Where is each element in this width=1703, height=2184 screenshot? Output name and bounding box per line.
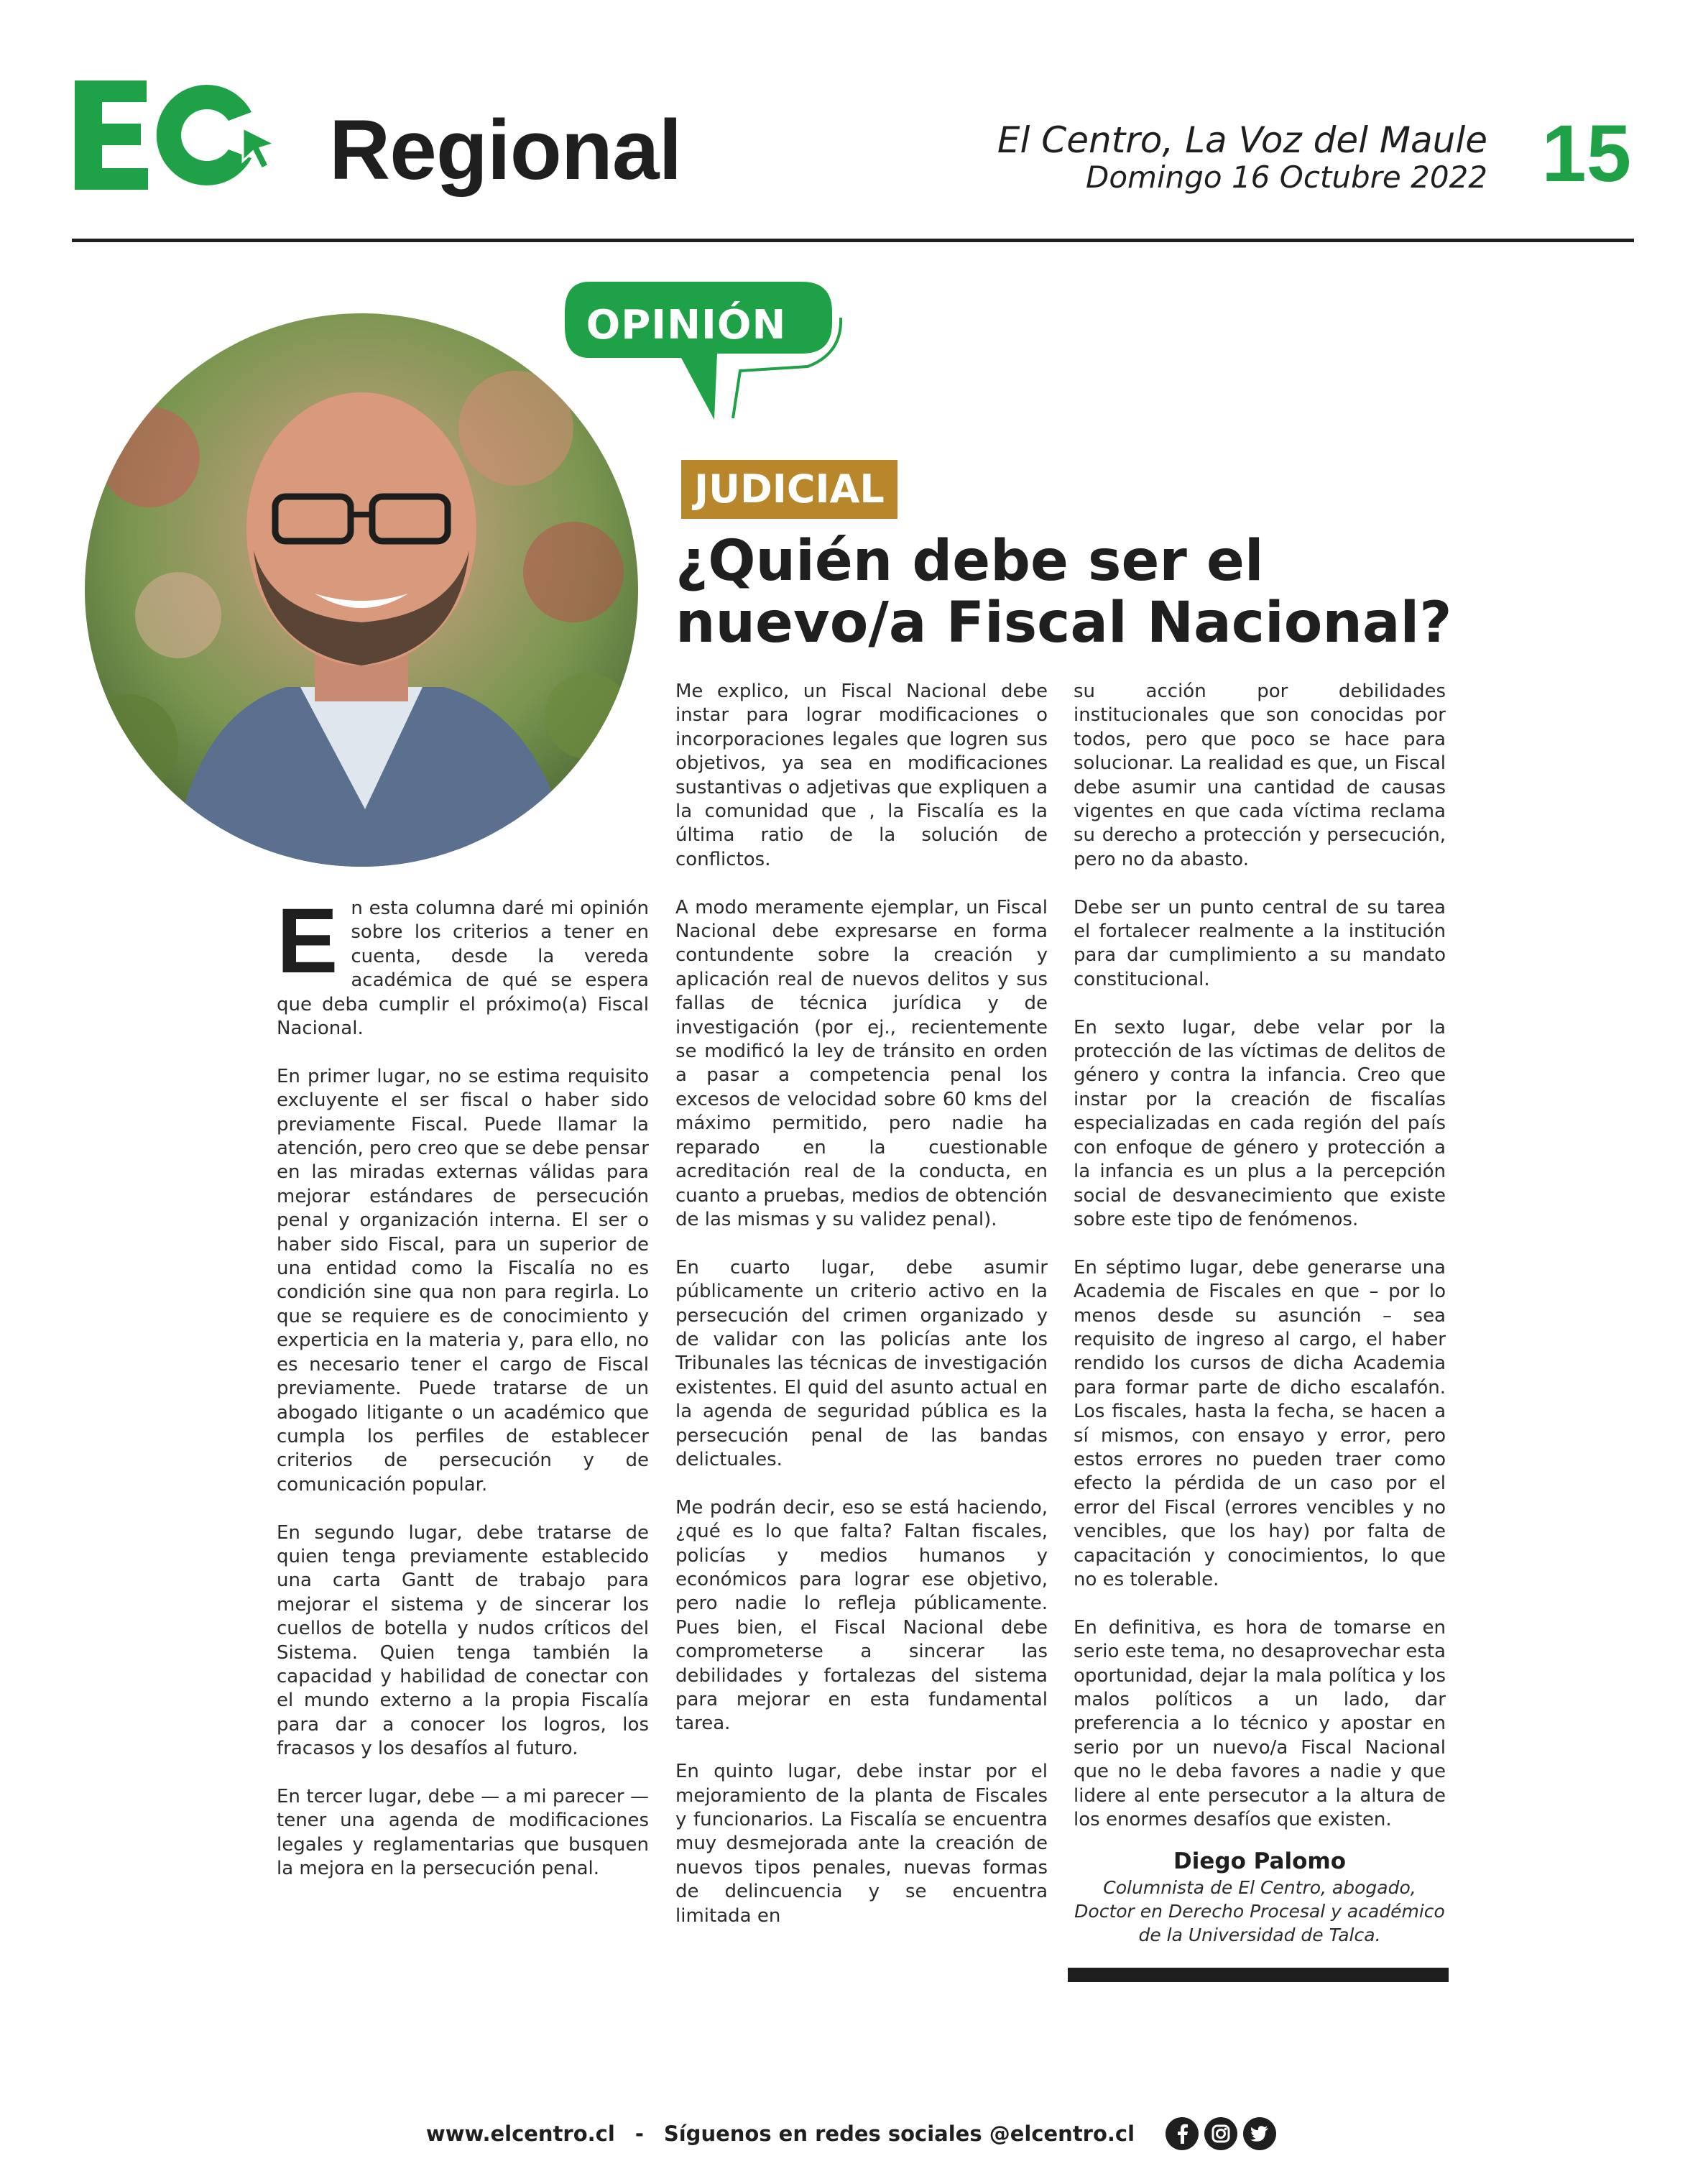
paragraph: En quinto lugar, debe instar por el mejoramiento de la planta de Fiscales y funcionarios. La Fiscalía se encuentra muy desmejorada ante la creación de nuevos tipos penales, nuevas formas de delincuencia y se encuentra limitada en	[675, 1761, 1048, 1927]
paragraph: A modo meramente ejemplar, un Fiscal Nacional debe expresarse en forma contundente sobre la creación y aplicación real de nuevos delitos y sus fallas de técnica jurídica y de investigación (por ej., recientemente se modificó la ley de tránsito en orden a pasar a competencia penal los excesos de velocidad sobre 60 kms del máximo permitido, pero nadie ha reparado en la cuestionable acreditación real de la conducta, en cuanto a pruebas, medios de obtención de las mismas y su validez penal).	[675, 896, 1048, 1230]
footer-separator: -	[634, 2121, 644, 2146]
opinion-label: OPINIÓN	[586, 302, 787, 349]
author-role-line: de la Universidad de Talca.	[1138, 1925, 1381, 1945]
author-portrait	[85, 313, 638, 867]
paragraph: En primer lugar, no se estima requisito excluyente el ser fiscal o haber sido previamente Fiscal. Puede llamar la atención, pero creo que se debe pensar en las miradas externas válidas para mejorar estándares de persecución penal y organización interna. El ser o haber sido Fiscal, para un superior de una entidad como la Fiscalía no es condición sine qua non para regirla. Lo que se requiere es de conocimiento y experticia en la materia y, para ello, no es necesario tener el cargo de Fiscal previamente. Puede tratarse de un abogado litigante o un académico que cumpla los perfiles de establecer criterios de persecución y de comunicación popular.	[277, 1065, 649, 1496]
author-signature	[1074, 1847, 1446, 1947]
article-headline	[675, 530, 1610, 654]
author-role-line: Columnista de El Centro, abogado,	[1103, 1877, 1416, 1898]
author-name: Diego Palomo	[1173, 1848, 1346, 1874]
signature-bar	[1068, 1968, 1449, 1982]
twitter-icon[interactable]	[1242, 2116, 1277, 2151]
facebook-icon[interactable]	[1165, 2116, 1199, 2151]
instagram-icon[interactable]	[1204, 2116, 1238, 2151]
paragraph: En sexto lugar, debe velar por la protección de las víctimas de delitos de género y contra la infancia. Creo que instar por la creación de fiscalías especializadas en cada región del país con enfoque de género y protección a la infancia es un plus a la percepción social de desvanecimiento que existe sobre este tipo de fenómenos.	[1074, 1016, 1446, 1230]
paragraph: Me explico, un Fiscal Nacional debe instar para lograr modificaciones o incorporaciones legales que logren sus objetivos, ya sea en modificaciones sustantivas o adjetivas que expliquen a la comunidad que , la Fiscalía es la última ratio de la solución de conflictos.	[675, 681, 1048, 870]
headline-line-1: ¿Quién debe ser el	[675, 529, 1264, 594]
header-divider	[72, 239, 1634, 242]
section-title: Regional	[329, 103, 682, 198]
paragraph: En esta columna daré mi opinión sobre los criterios a tener en cuenta, desde la vereda académica de qué se espera que deba cumplir el próximo(a) Fiscal Nacional.	[277, 890, 649, 1040]
newspaper-name: El Centro, La Voz del Maule	[997, 119, 1487, 161]
paragraph: su acción por debilidades institucionales que son conocidas por todos, pero que poco se hace para solucionar. La realidad es que, un Fiscal debe asumir una cantidad de causas vigentes en que cada víctima reclama su derecho a protección y persecución, pero no da abasto.	[1074, 681, 1446, 870]
paragraph: En definitiva, es hora de tomarse en serio este tema, no desaprovechar esta oportunidad, dejar la mala política y los malos políticos a un lado, dar preferencia a lo técnico y apostar en serio por un nuevo/a Fiscal Nacional que no le deba favores a nadie y que lidere al ente persecutor a la altura de los enormes desafíos que existen.	[1074, 1616, 1446, 1831]
paragraph: En segundo lugar, debe tratarse de quien tenga previamente establecido una carta Gantt de trabajo para mejorar el sistema y de sincerar los cuellos de botella y nudos críticos del Sistema. Quien tenga también la capacidad y habilidad de conectar con el mundo externo a la propia Fiscalía para dar a conocer los logros, los fracasos y los desafíos al futuro.	[277, 1521, 649, 1760]
article-column-1	[277, 890, 649, 1881]
paragraph: Me podrán decir, eso se está haciendo, ¿qué es lo que falta? Faltan fiscales, policías y medios humanos y económicos para lograr ese objetivo, pero nadie lo refleja públicamente. Pues bien, el Fiscal Nacional debe comprometerse a sincerar las debilidades y fortalezas del sistema para mejorar en esta fundamental tarea.	[675, 1496, 1048, 1735]
paragraph: En tercer lugar, debe — a mi parecer — tener una agenda de modificaciones legales y reglamentarias que busquen la mejora en la persecución penal.	[277, 1785, 649, 1880]
author-role-line: Doctor en Derecho Procesal y académico	[1074, 1901, 1445, 1922]
website-link[interactable]: www.elcentro.cl	[425, 2121, 615, 2146]
el-centro-logo[interactable]	[72, 78, 287, 193]
article-column-2	[675, 680, 1048, 1928]
drop-cap: E	[277, 890, 338, 992]
headline-line-2: nuevo/a Fiscal Nacional?	[675, 591, 1452, 655]
paragraph: En cuarto lugar, debe asumir públicamente un criterio activo en la persecución del crimen organizado y de validar con las policías ante los Tribunales las técnicas de investigación existentes. El quid del asunto actual en la agenda de seguridad pública es la persecución penal de las bandas delictuales.	[675, 1256, 1048, 1470]
social-icons	[1165, 2116, 1277, 2151]
issue-date: Domingo 16 Octubre 2022	[1086, 160, 1487, 195]
paragraph: En séptimo lugar, debe generarse una Academia de Fiscales en que – por lo menos desde su asunción – sea requisito de ingreso al cargo, el haber rendido los cursos de dicha Academia para formar parte de dicho escalafón. Los fiscales, hasta la fecha, se hacen a sí mismos, con ensayo y error, pero estos errores no pueden traer como efecto la pérdida de un caso por el error del Fiscal (errores vencibles y no vencibles, que los hay) por falta de capacitación y conocimientos, lo que no es tolerable.	[1074, 1256, 1446, 1590]
social-handle-text: Síguenos en redes sociales @elcentro.cl	[663, 2121, 1135, 2146]
paragraph: Debe ser un punto central de su tarea el fortalecer realmente a la institución para dar cumplimiento a su mandato constitucional.	[1074, 896, 1446, 990]
page-footer	[0, 2116, 1703, 2151]
masthead	[997, 119, 1487, 195]
category-kicker: JUDICIAL	[681, 460, 897, 519]
article-column-3	[1074, 680, 1446, 1832]
page-number: 15	[1541, 109, 1631, 198]
